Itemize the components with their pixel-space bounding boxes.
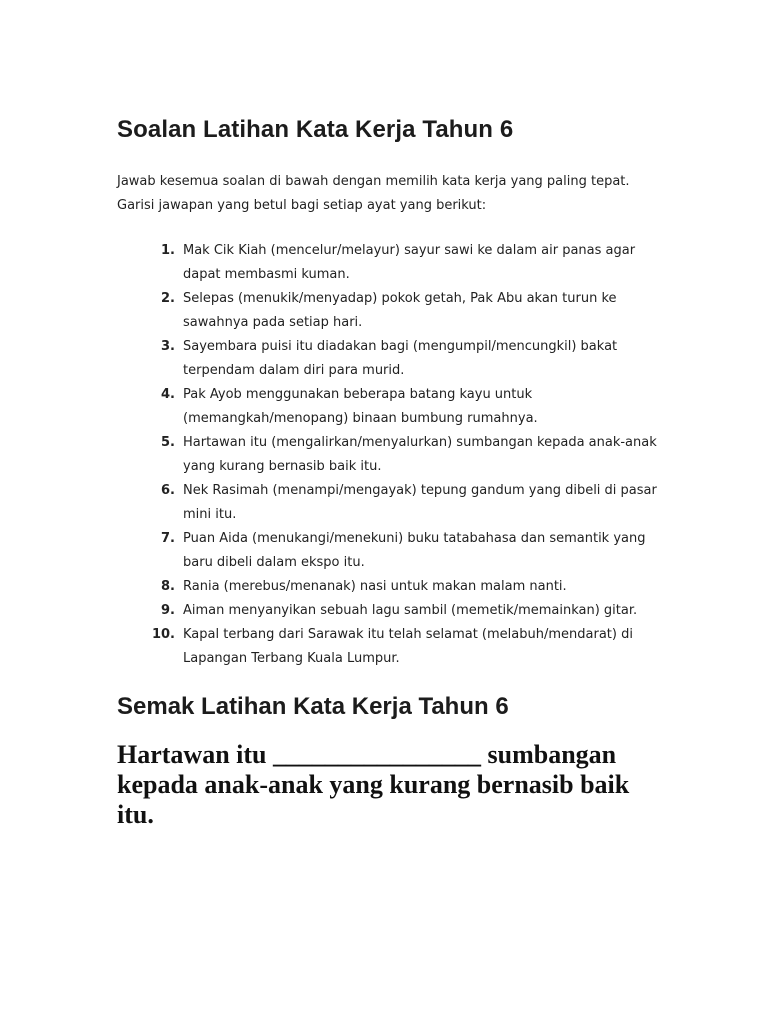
question-number: 1.	[161, 243, 175, 258]
question-text: Mak Cik Kiah (mencelur/melayur) sayur sawi ke dalam air panas agar dapat membasmi kuman.	[183, 243, 636, 282]
list-item	[117, 287, 657, 335]
list-item	[117, 575, 657, 599]
question-number: 9.	[161, 603, 175, 618]
section-title: Semak Latihan Kata Kerja Tahun 6	[117, 693, 509, 720]
question-list	[117, 239, 657, 671]
question-number: 5.	[161, 435, 175, 450]
list-item	[117, 335, 657, 383]
question-text: Pak Ayob menggunakan beberapa batang kayu untuk (memangkah/menopang) binaan bumbung rumahnya.	[183, 387, 538, 426]
list-item	[117, 527, 657, 575]
question-text: Selepas (menukik/menyadap) pokok getah, Pak Abu akan turun ke sawahnya pada setiap hari.	[183, 291, 617, 330]
question-text: Nek Rasimah (menampi/mengayak) tepung gandum yang dibeli di pasar mini itu.	[183, 483, 657, 522]
question-text: Hartawan itu (mengalirkan/menyalurkan) sumbangan kepada anak-anak yang kurang bernasib baik itu.	[183, 435, 657, 474]
question-text: Puan Aida (menukangi/menekuni) buku tatabahasa dan semantik yang baru dibeli dalam ekspo itu.	[183, 531, 646, 570]
question-number: 4.	[161, 387, 175, 402]
question-text: Sayembara puisi itu diadakan bagi (mengumpil/mencungkil) bakat terpendam dalam diri para murid.	[183, 339, 618, 378]
question-number: 8.	[161, 579, 175, 594]
instructions-paragraph: Jawab kesemua soalan di bawah dengan memilih kata kerja yang paling tepat. Garisi jawapan yang betul bagi setiap ayat yang berikut:	[117, 174, 630, 213]
list-item	[117, 599, 657, 623]
fill-in-question: Hartawan itu ________________ sumbangan kepada anak-anak yang kurang bernasib baik itu.	[117, 740, 630, 829]
question-number: 2.	[161, 291, 175, 306]
question-text: Rania (merebus/menanak) nasi untuk makan malam nanti.	[183, 579, 567, 594]
page-title: Soalan Latihan Kata Kerja Tahun 6	[117, 116, 514, 143]
list-item	[117, 431, 657, 479]
list-item	[117, 623, 657, 671]
question-text: Kapal terbang dari Sarawak itu telah selamat (melabuh/mendarat) di Lapangan Terbang Kuala Lumpur.	[183, 627, 633, 666]
question-number: 3.	[161, 339, 175, 354]
list-item	[117, 479, 657, 527]
question-number: 10.	[151, 627, 175, 642]
question-number: 6.	[161, 483, 175, 498]
question-text: Aiman menyanyikan sebuah lagu sambil (memetik/memainkan) gitar.	[183, 603, 638, 618]
question-number: 7.	[161, 531, 175, 546]
list-item	[117, 383, 657, 431]
list-item	[117, 239, 657, 287]
